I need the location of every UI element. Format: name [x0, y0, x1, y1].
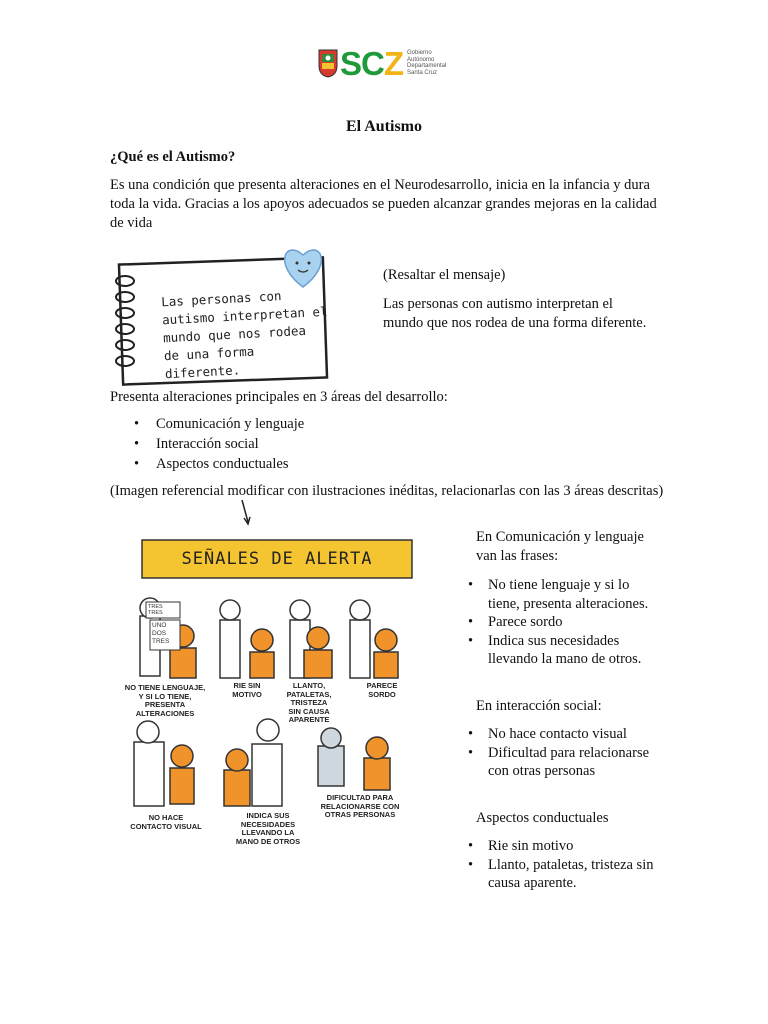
section-question: ¿Qué es el Autismo?: [110, 149, 236, 165]
list-item: • Llanto, pataletas, tristeza sin causa aparente.: [462, 856, 662, 893]
alert-caption: NO TIENE LENGUAJE, Y SI LO TIENE, PRESENTA ALTERACIONES: [124, 683, 206, 718]
highlight-note: (Resaltar el mensaje): [383, 267, 506, 283]
comm-list: [462, 576, 662, 669]
alert-caption: INDICA SUS NECESIDADES LLEVANDO LA MANO DE OTROS: [235, 811, 301, 846]
comm-heading: En Comunicación y lenguaje van las frases:: [476, 529, 644, 564]
social-heading: En interacción social:: [476, 698, 602, 714]
areas-list: [110, 414, 304, 474]
list-item: • Rie sin motivo: [462, 837, 662, 856]
areas-intro: Presenta alteraciones principales en 3 áreas del desarrollo:: [110, 389, 448, 405]
alert-caption: NO HACE CONTACTO VISUAL: [130, 813, 202, 831]
social-list: [462, 725, 662, 781]
notebook-illustration: [113, 241, 358, 386]
alert-caption: DIFICULTAD PARA RELACIONARSE CON OTRAS PERSONAS: [320, 793, 400, 819]
list-item: • Interacción social: [110, 434, 304, 454]
document-title: El Autismo: [345, 118, 422, 135]
notebook-handwriting: Las personas con autismo interpretan el mundo que nos rodea de una forma diferente.: [160, 288, 328, 382]
logo-subtitle: Gobierno Autónomo Departamental Santa Cruz: [407, 50, 447, 76]
behavior-list: [462, 837, 662, 893]
list-item: • Dificultad para relacionarse con otras personas: [462, 744, 662, 781]
coat-of-arms-icon: [318, 48, 338, 78]
behavior-heading: Aspectos conductuales: [476, 810, 609, 826]
reference-note: (Imagen referencial modificar con ilustraciones inéditas, relacionarlas con las 3 áreas descritas): [110, 483, 664, 499]
list-item: • Comunicación y lenguaje: [110, 414, 304, 434]
alert-signs-illustration: [112, 532, 424, 852]
communication-section: [462, 528, 662, 669]
arrow-down-icon: [236, 500, 256, 526]
highlight-message: Las personas con autismo interpretan el mundo que nos rodea de una forma diferente.: [383, 296, 647, 331]
social-section: [462, 697, 662, 781]
alerts-banner: SEÑALES DE ALERTA: [181, 549, 373, 569]
logo-wordmark: SCZ: [340, 45, 404, 82]
behavior-section: [462, 809, 662, 893]
alert-caption: PARECE SORDO: [366, 681, 398, 699]
government-logo: [318, 44, 458, 84]
alert-caption: RIE SIN MOTIVO: [232, 681, 262, 699]
list-item: • Parece sordo: [462, 613, 662, 632]
speech-bubble-count: UNO DOS TRES: [152, 622, 170, 645]
speech-bubble-top: TRES TRES: [148, 604, 163, 616]
list-item: • Indica sus necesidades llevando la mano de otros.: [462, 632, 662, 669]
alert-caption: LLANTO, PATALETAS, TRISTEZA SIN CAUSA APARENTE: [286, 681, 332, 724]
logo-letter-accent: Z: [383, 45, 404, 82]
list-item: • No tiene lenguaje y si lo tiene, presenta alteraciones.: [462, 576, 662, 613]
list-item: • Aspectos conductuales: [110, 454, 304, 474]
intro-paragraph: Es una condición que presenta alteraciones en el Neurodesarrollo, inicia en la infancia y dura toda la vida. Gracias a los apoyos adecuados se pueden alcanzar grandes mejoras en la calidad de vida: [110, 177, 657, 231]
list-item: • No hace contacto visual: [462, 725, 662, 744]
